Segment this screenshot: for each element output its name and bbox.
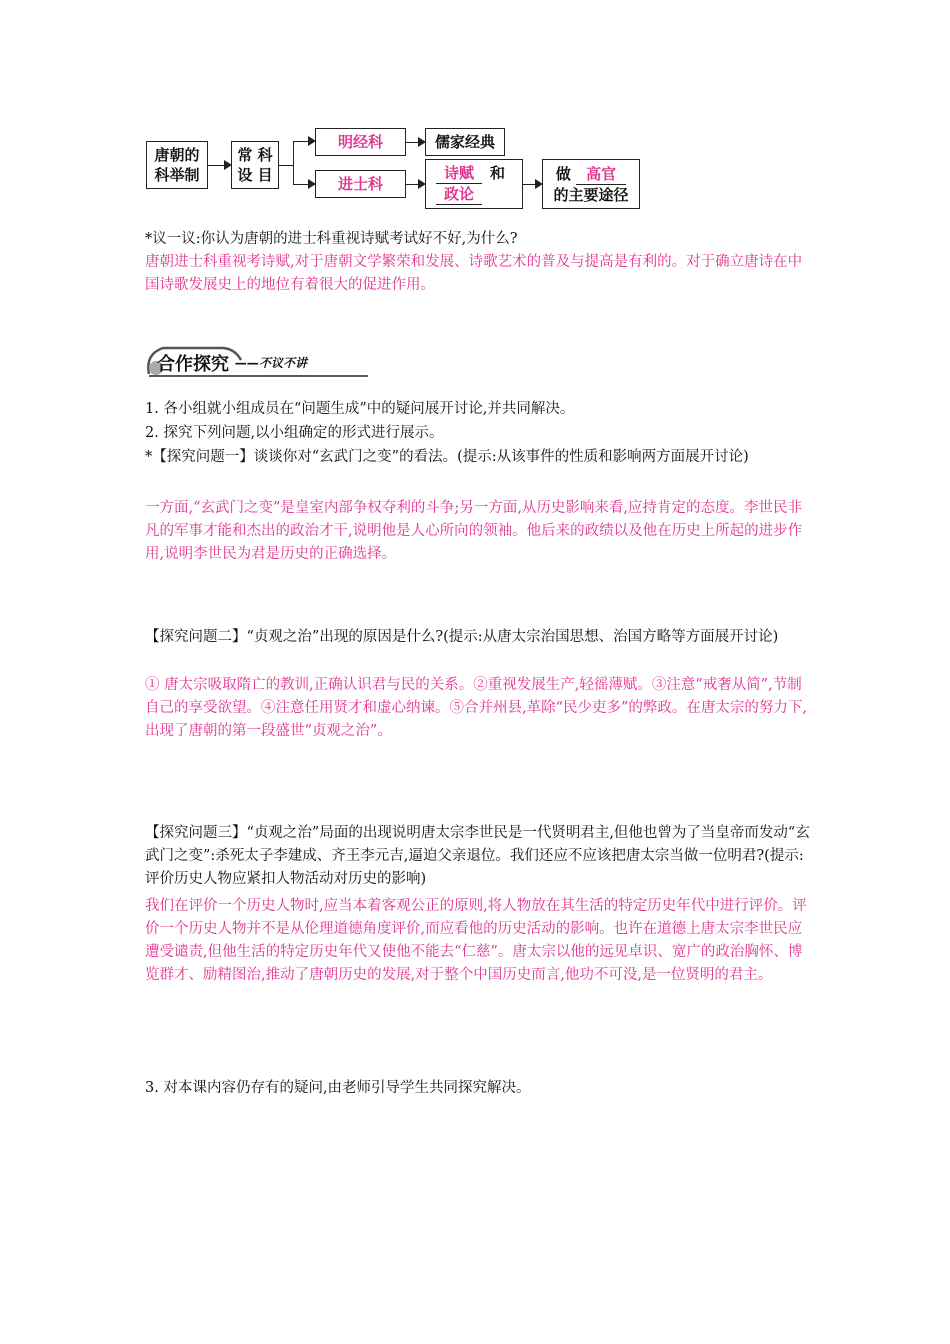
arrow-jinshi [293, 184, 314, 185]
mingjing-box: 明经科 [315, 128, 406, 156]
subjects-box: 常 科 设 目 [231, 141, 279, 189]
tujing-label: 的主要途径 [553, 185, 629, 204]
step-2: 2. 探究下列问题,以小组确定的形式进行展示。 [145, 425, 444, 441]
shifu-box [425, 159, 523, 209]
answer-1: 一方面,“玄武门之变”是皇室内部争权夺利的斗争;另一方面,从历史影响来看,应持肯定的态度。李世民非凡的军事才能和杰出的政治才干,说明他是人心所向的领袖。他后来的政绩以及他在历史上所起的进步作用,说明李世民为君是历史的正确选择。 [145, 500, 803, 562]
jinshi-box: 进士科 [315, 170, 406, 198]
arrow-1 [208, 165, 230, 166]
section-title: 合作探究 [157, 354, 229, 375]
question-3: 【探究问题三】“贞观之治”局面的出现说明唐太宗李世民是一代贤明君主,但他也曾为了当皇帝而发动“玄武门之变”:杀死太子李建成、齐王李元吉,逼迫父亲退位。我们还应不应该把唐太宗当做一位明君?(提示:评价历史人物应紧扣人物活动对历史的影响) [145, 825, 810, 887]
ruxue-box: 儒家经典 [425, 128, 505, 156]
shifu-blank: 诗赋 [436, 163, 482, 184]
section-header [143, 340, 373, 380]
branch-line [279, 165, 294, 166]
zhenglun-blank: 政论 [436, 184, 482, 205]
answer-2: ① 唐太宗吸取隋亡的教训,正确认识君与民的关系。②重视发展生产,轻徭薄赋。③注意“戒奢从简”,节制自己的享受欲望。④注意任用贤才和虚心纳谏。⑤合并州县,革除“民少吏多”的弊政。在唐太宗的努力下,出现了唐朝的第一段盛世“贞观之治”。 [145, 677, 808, 739]
arrow-mingjing [293, 141, 314, 142]
discussion-answer: 唐朝进士科重视考诗赋,对于唐朝文学繁荣和发展、诗歌艺术的普及与提高是有利的。对于确立唐诗在中国诗歌发展史上的地位有着很大的促进作用。 [145, 254, 803, 293]
arrow-ruxue [406, 142, 424, 143]
arrow-gaoguan [523, 184, 541, 185]
step-3: 3. 对本课内容仍存有的疑问,由老师引导学生共同探究解决。 [145, 1080, 531, 1096]
tang-exam-box: 唐朝的 科举制 [146, 141, 208, 189]
zuo-label: 做 [555, 164, 571, 183]
answer-3: 我们在评价一个历史人物时,应当本着客观公正的原则,将人物放在其生活的特定历史年代中进行评价。评价一个历史人物并不是从伦理道德角度评价,而应看他的历史活动的影响。也许在道德上唐太宗李世民应遭受谴责,但他生活的特定历史年代又使他不能去“仁慈”。唐太宗以他的远见卓识、宽广的政治胸怀、博览群才、励精图治,推动了唐朝历史的发展,对于整个中国历史而言,他功不可没,是一位贤明的君主。 [145, 898, 807, 983]
question-2: 【探究问题二】“贞观之治”出现的原因是什么?(提示:从唐太宗治国思想、治国方略等方面展开讨论) [145, 629, 779, 645]
branch-vertical [293, 141, 294, 184]
question-1: *【探究问题一】谈谈你对“玄武门之变”的看法。(提示:从该事件的性质和影响两方面展开讨论) [145, 449, 749, 465]
section-subtitle: ——不议不讲 [235, 356, 308, 370]
step-1: 1. 各小组就小组成员在“问题生成”中的疑问展开讨论,并共同解决。 [145, 401, 575, 417]
he-label: 和 [490, 164, 506, 182]
gaoguan-blank: 高官 [576, 164, 626, 185]
arrow-shifu [406, 184, 424, 185]
discussion-question: *议一议:你认为唐朝的进士科重视诗赋考试好不好,为什么? [145, 231, 518, 247]
gaoguan-box [542, 159, 640, 209]
